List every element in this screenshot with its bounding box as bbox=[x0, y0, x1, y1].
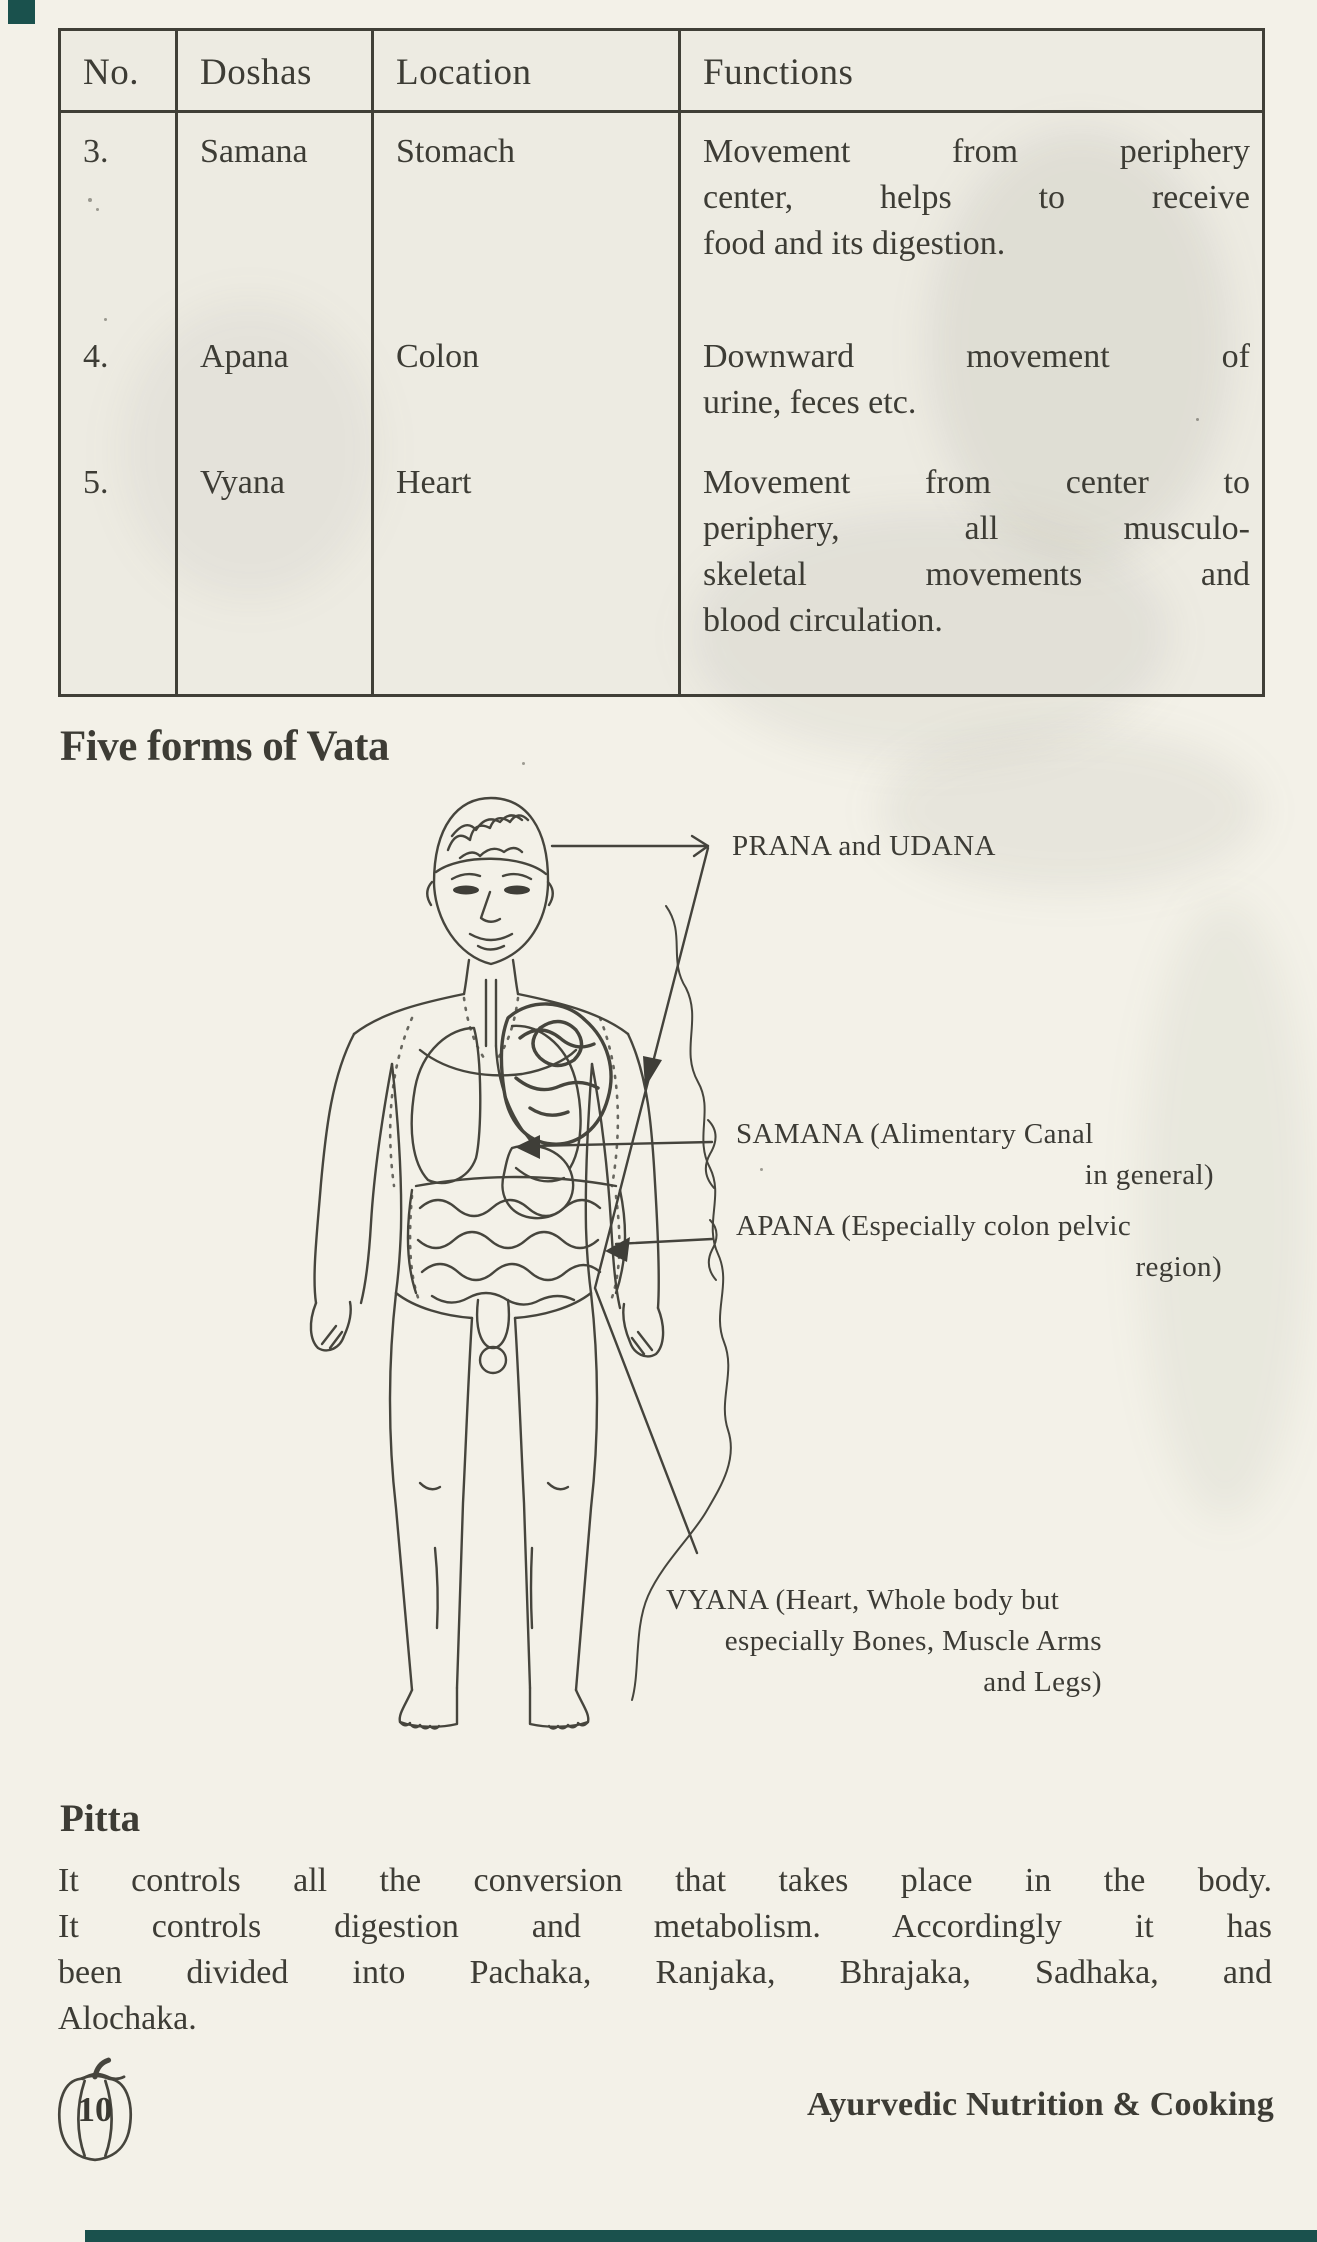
label-line: SAMANA (Alimentary Canal bbox=[736, 1118, 1094, 1150]
vyana-line bbox=[595, 848, 708, 1553]
col-header-doshas: Doshas bbox=[177, 30, 373, 112]
cell-functions bbox=[680, 318, 1264, 444]
paragraph-line: It controls all the conversion that takes place in the body. bbox=[58, 1862, 1272, 1899]
paragraph-line: Alochaka. bbox=[58, 2000, 197, 2037]
cell-no: 4. bbox=[83, 337, 109, 375]
functions-line: skeletal movements and bbox=[703, 555, 1250, 593]
vata-body-diagram bbox=[60, 788, 1272, 1746]
label-line: and Legs) bbox=[983, 1666, 1102, 1698]
cell-no: 5. bbox=[83, 463, 109, 501]
functions-line: urine, feces etc. bbox=[703, 383, 917, 421]
cell-no: 3. bbox=[83, 133, 109, 170]
functions-line: periphery, all musculo- bbox=[703, 509, 1250, 547]
page-number: 10 bbox=[77, 2090, 113, 2129]
label-line: region) bbox=[1135, 1251, 1222, 1283]
label-line: in general) bbox=[1084, 1159, 1214, 1191]
table-row bbox=[60, 318, 1264, 444]
cell-functions bbox=[680, 444, 1264, 696]
cell-location: Colon bbox=[373, 318, 680, 444]
functions-line: blood circulation. bbox=[703, 601, 943, 639]
label-samana bbox=[736, 1114, 1214, 1196]
heart-arrowhead bbox=[643, 1056, 662, 1088]
page-number-badge bbox=[52, 2056, 138, 2164]
col-header-no: No. bbox=[60, 30, 177, 112]
label-line: APANA (Especially colon pelvic bbox=[736, 1210, 1132, 1242]
cell-location: Heart bbox=[373, 444, 680, 696]
paragraph-line: It controls digestion and metabolism. Accordingly it has bbox=[58, 1908, 1272, 1945]
solid-arrowheads bbox=[515, 1056, 662, 1262]
label-line: VYANA (Heart, Whole body but bbox=[666, 1584, 1060, 1616]
scan-speck bbox=[522, 762, 525, 765]
section-title: Five forms of Vata bbox=[60, 723, 389, 770]
label-apana bbox=[736, 1206, 1222, 1288]
cell-location: Stomach bbox=[373, 112, 680, 318]
scan-corner-artifact bbox=[8, 0, 35, 24]
label-prana-udana: PRANA and UDANA bbox=[732, 830, 996, 862]
col-header-functions: Functions bbox=[680, 30, 1264, 112]
paragraph-line: been divided into Pachaka, Ranjaka, Bhrajaka, Sadhaka, and bbox=[58, 1954, 1272, 1991]
table-row bbox=[60, 444, 1264, 696]
label-line: especially Bones, Muscle Arms bbox=[724, 1625, 1102, 1657]
cell-dosha: Vyana bbox=[177, 444, 373, 696]
cell-dosha: Samana bbox=[177, 112, 373, 318]
dosha-table bbox=[58, 28, 1265, 697]
functions-line: center, helps to receive bbox=[703, 179, 1250, 216]
table-row bbox=[60, 112, 1264, 318]
label-vyana bbox=[666, 1580, 1102, 1703]
col-header-location: Location bbox=[373, 30, 680, 112]
pitta-heading: Pitta bbox=[60, 1797, 141, 1840]
book-title: Ayurvedic Nutrition & Cooking bbox=[806, 2086, 1274, 2123]
functions-line: Movement from center to bbox=[703, 463, 1250, 501]
apana-arrowhead bbox=[605, 1237, 630, 1262]
functions-line: Downward movement of bbox=[703, 337, 1250, 375]
cell-functions bbox=[680, 112, 1264, 318]
functions-line: Movement from periphery bbox=[703, 133, 1250, 170]
table-header-row bbox=[60, 30, 1264, 112]
functions-line: food and its digestion. bbox=[703, 225, 1006, 262]
pitta-paragraph bbox=[58, 1858, 1272, 2042]
cell-dosha: Apana bbox=[177, 318, 373, 444]
apana-line bbox=[616, 1239, 712, 1244]
scan-bottom-artifact bbox=[85, 2230, 1317, 2242]
